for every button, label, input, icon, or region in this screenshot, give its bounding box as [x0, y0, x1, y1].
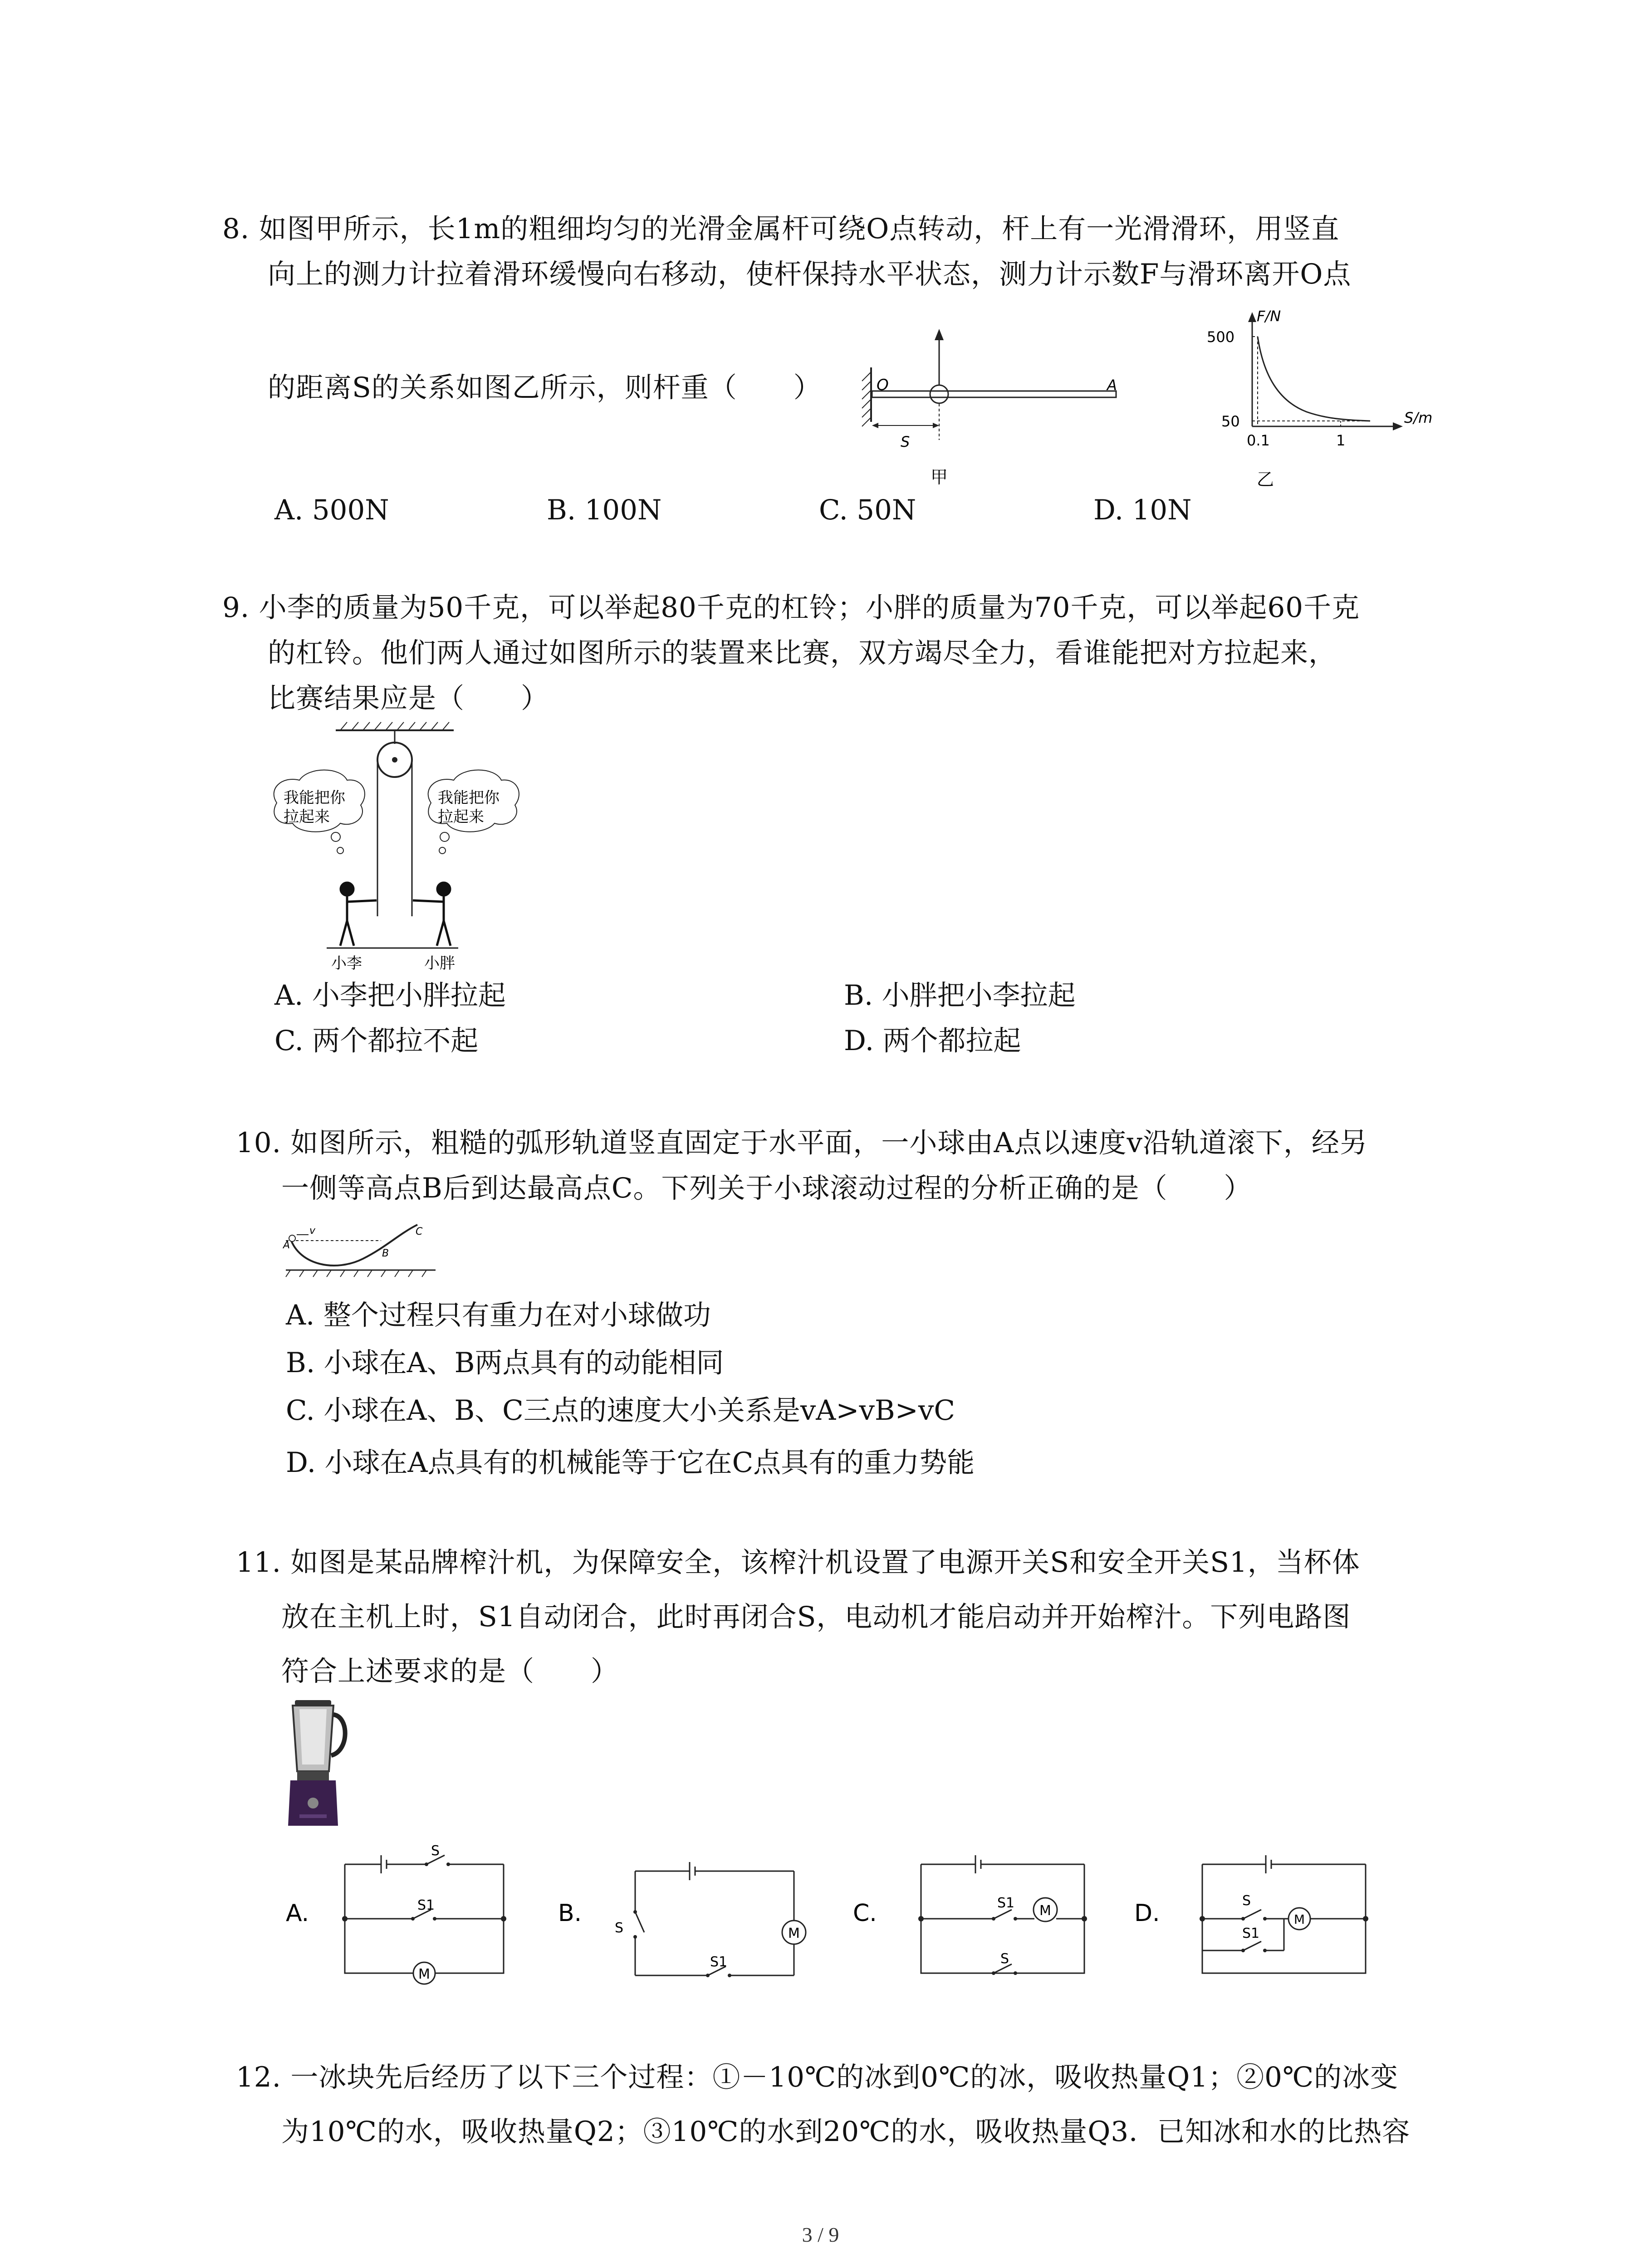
circuit-d-motor: M — [1293, 1912, 1305, 1927]
jia-label-O: O — [877, 376, 889, 394]
circuit-a-label: A. — [286, 1900, 309, 1927]
track-label-C: C — [416, 1226, 423, 1237]
q9-line2: 的杠铃。他们两人通过如图所示的装置来比赛，双方竭尽全力，看谁能把对方拉起来， — [268, 637, 1337, 669]
circuit-c-s: S — [1000, 1951, 1009, 1967]
q9-option-d: D. 两个都拉起 — [844, 1025, 1021, 1057]
track-label-v: v — [309, 1225, 316, 1237]
q11-line2: 放在主机上时，S1自动闭合，此时再闭合S，电动机才能启动并开始榨汁。下列电路图 — [281, 1601, 1351, 1633]
bubble-right-line1: 我能把你 — [438, 789, 500, 807]
q8-option-c: C. 50N — [819, 494, 916, 526]
q10-track-figure — [281, 1216, 445, 1288]
circuit-b — [558, 1837, 821, 1987]
q8-option-a: A. 500N — [274, 494, 389, 526]
q9-option-c: C. 两个都拉不起 — [274, 1025, 479, 1057]
yi-x-axis-label: S/m — [1404, 409, 1433, 426]
q10-option-b: B. 小球在A、B两点具有的动能相同 — [286, 1347, 724, 1379]
q8-figure-yi — [1189, 304, 1434, 494]
yi-tick-500: 500 — [1207, 328, 1235, 346]
jia-label-S: S — [901, 433, 910, 450]
q8-option-b: B. 100N — [547, 494, 662, 526]
circuit-a-s: S — [431, 1843, 440, 1859]
bubble-right-line2: 拉起来 — [438, 808, 484, 826]
yi-caption: 乙 — [1257, 469, 1274, 489]
q8-line2: 向上的测力计拉着滑环缓慢向右移动，使杆保持水平状态，测力计示数F与滑环离开O点 — [268, 258, 1352, 290]
track-label-A: A — [283, 1240, 290, 1251]
q9-line3: 比赛结果应是（ ） — [268, 682, 549, 714]
q12-line1: 12. 一冰块先后经历了以下三个过程：①－10℃的冰到0℃的冰，吸收热量Q1；②0℃的冰变 — [236, 2061, 1399, 2093]
circuit-a — [281, 1837, 526, 1987]
q9-option-b: B. 小胖把小李拉起 — [844, 979, 1076, 1012]
circuit-a-motor: M — [418, 1966, 430, 1982]
circuit-c-s1: S1 — [997, 1895, 1015, 1911]
label-xiaopang: 小胖 — [424, 954, 455, 973]
q9-line1: 9. 小李的质量为50千克，可以举起80千克的杠铃；小胖的质量为70千克，可以举起60千克 — [222, 591, 1360, 624]
yi-tick-0.1: 0.1 — [1247, 432, 1270, 449]
circuit-a-s1: S1 — [417, 1897, 435, 1913]
circuit-c — [853, 1837, 1107, 1987]
q8-line3: 的距离S的关系如图乙所示，则杆重（ ） — [268, 371, 822, 404]
q10-option-d: D. 小球在A点具有的机械能等于它在C点具有的重力势能 — [286, 1447, 975, 1479]
circuit-b-label: B. — [558, 1900, 582, 1927]
q11-line1: 11. 如图是某品牌榨汁机，为保障安全，该榨汁机设置了电源开关S和安全开关S1，当杯体 — [236, 1546, 1360, 1579]
q8-line1: 8. 如图甲所示，长1m的粗细均匀的光滑金属杆可绕O点转动，杆上有一光滑滑环，用竖直 — [222, 213, 1340, 245]
q10-line1: 10. 如图所示，粗糙的弧形轨道竖直固定于水平面，一小球由A点以速度v沿轨道滚下，经另 — [236, 1127, 1368, 1159]
track-label-B: B — [382, 1248, 389, 1259]
circuit-b-s: S — [615, 1920, 624, 1936]
q9-option-a: A. 小李把小胖拉起 — [274, 979, 506, 1012]
q9-pulley-figure — [268, 721, 540, 975]
circuit-c-label: C. — [853, 1900, 877, 1927]
bubble-left-line2: 拉起来 — [284, 808, 330, 826]
yi-tick-1: 1 — [1336, 432, 1346, 449]
circuit-b-motor: M — [788, 1926, 800, 1941]
yi-y-axis-label: F/N — [1257, 308, 1281, 325]
q10-option-a: A. 整个过程只有重力在对小球做功 — [286, 1299, 711, 1331]
q10-option-c: C. 小球在A、B、C三点的速度大小关系是vA>vB>vC — [286, 1394, 955, 1427]
circuit-c-motor: M — [1039, 1903, 1051, 1919]
q10-line2: 一侧等高点B后到达最高点C。下列关于小球滚动过程的分析正确的是（ ） — [281, 1172, 1252, 1204]
q11-line3: 符合上述要求的是（ ） — [281, 1655, 619, 1687]
yi-tick-50: 50 — [1221, 413, 1240, 430]
page-number: 3 / 9 — [802, 2223, 839, 2246]
juicer-image — [281, 1696, 354, 1833]
q8-option-d: D. 10N — [1093, 494, 1192, 526]
circuit-d-s: S — [1242, 1893, 1251, 1909]
jia-caption: 甲 — [930, 467, 948, 487]
label-xiaoli: 小李 — [331, 954, 362, 973]
circuit-d-label: D. — [1134, 1900, 1160, 1927]
jia-label-A: A — [1107, 376, 1117, 394]
circuit-d-s1: S1 — [1242, 1926, 1260, 1941]
q8-figure-jia — [853, 318, 1134, 490]
q12-line2: 为10℃的水，吸收热量Q2；③10℃的水到20℃的水，吸收热量Q3．已知冰和水的比热容 — [281, 2116, 1411, 2148]
circuit-d — [1134, 1837, 1388, 1987]
bubble-left-line1: 我能把你 — [284, 789, 345, 807]
circuit-b-s1: S1 — [710, 1954, 728, 1970]
